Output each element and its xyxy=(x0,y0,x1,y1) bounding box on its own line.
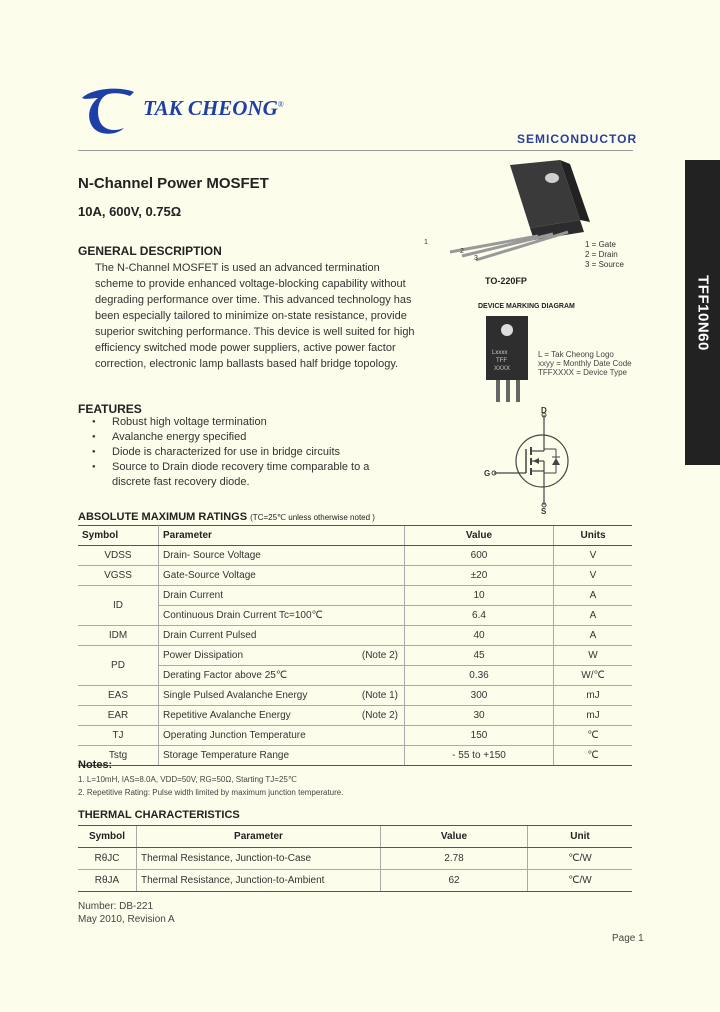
symbol-cell: TJ xyxy=(78,726,159,746)
feature-item: ● Diode is characterized for use in bridge circuits xyxy=(92,445,387,460)
table-header-row: Symbol Parameter Value Units xyxy=(78,526,632,546)
unit-cell: W/℃ xyxy=(554,666,633,686)
value-cell: 45 xyxy=(405,646,554,666)
symbol-cell: PD xyxy=(78,646,159,686)
note-ref: (Note 2) xyxy=(361,710,398,721)
page-title: N-Channel Power MOSFET xyxy=(78,175,269,192)
note-ref: (Note 2) xyxy=(361,650,398,661)
pin-number-label: 1 xyxy=(424,239,428,246)
symbol-cell: VDSS xyxy=(78,546,159,566)
value-cell: 6.4 xyxy=(405,606,554,626)
table-header-row: Symbol Parameter Value Unit xyxy=(78,826,632,848)
value-cell: - 55 to +150 xyxy=(405,746,554,766)
value-cell: 40 xyxy=(405,626,554,646)
value-cell: 10 xyxy=(405,586,554,606)
symbol-cell: ID xyxy=(78,586,159,626)
parameter-cell: Power Dissipation (Note 2) xyxy=(159,646,405,666)
gate-label: G xyxy=(484,469,491,478)
parameter-cell: Drain- Source Voltage xyxy=(159,546,405,566)
symbol-cell: Tstg xyxy=(78,746,159,766)
features-list xyxy=(92,415,387,490)
drain-label: D xyxy=(541,406,547,415)
thermal-title: THERMAL CHARACTERISTICS xyxy=(78,809,240,821)
pin-number-label: 3 xyxy=(474,255,478,262)
header-divider xyxy=(78,150,633,151)
table-row xyxy=(78,686,632,706)
table-row xyxy=(78,626,632,646)
value-cell: 30 xyxy=(405,706,554,726)
marking-line: Lxxxx xyxy=(492,350,508,356)
symbol-cell: EAR xyxy=(78,706,159,726)
parameter-cell: Drain Current Pulsed xyxy=(159,626,405,646)
page-subtitle: 10A, 600V, 0.75Ω xyxy=(78,204,182,219)
package-name: TO-220FP xyxy=(485,276,527,286)
abs-max-table xyxy=(78,525,632,766)
value-cell: 2.78 xyxy=(381,848,528,870)
unit-cell: W xyxy=(554,646,633,666)
to220fp-package-icon xyxy=(420,160,675,270)
table-row xyxy=(78,870,632,892)
marking-diagram-icon xyxy=(478,312,538,404)
parameter-cell: Repetitive Avalanche Energy (Note 2) xyxy=(159,706,405,726)
unit-cell: ℃/W xyxy=(528,870,633,892)
symbol-cell: RθJA xyxy=(78,870,137,892)
brand-name: TAK CHEONG® xyxy=(143,96,284,120)
table-row xyxy=(78,586,632,606)
tak-cheong-logo-icon xyxy=(80,86,136,136)
symbol-cell: IDM xyxy=(78,626,159,646)
note-item: 1. L=10mH, IAS=8.0A, VDD=50V, RG=50Ω, Starting TJ=25℃ xyxy=(78,775,297,784)
unit-cell: A xyxy=(554,586,633,606)
value-cell: 150 xyxy=(405,726,554,746)
unit-cell: A xyxy=(554,606,633,626)
value-cell: 0.36 xyxy=(405,666,554,686)
value-cell: 300 xyxy=(405,686,554,706)
marking-line: XXXX xyxy=(494,366,511,372)
table-row xyxy=(78,726,632,746)
table-row xyxy=(78,606,632,626)
general-description-heading: GENERAL DESCRIPTION xyxy=(78,244,222,258)
document-number: Number: DB-221 xyxy=(78,901,154,912)
unit-cell: ℃ xyxy=(554,746,633,766)
mosfet-symbol-icon xyxy=(480,405,580,515)
source-label: S xyxy=(541,507,547,515)
pin-number-label: 2 xyxy=(460,248,464,255)
table-row xyxy=(78,706,632,726)
general-description-text: The N-Channel MOSFET is used an advanced termination scheme to provide enhanced voltage-blocking capability without degrading performance over time. This advanced technology has been especially tailored to minimize on-state resistance, provide superior switching performance. This device is well suited for high efficiency switched mode power suppliers, active power factor correction, electronic lamp ballasts based half bridge topology. xyxy=(95,262,415,370)
note-item: 2. Repetitive Rating: Pulse width limited by maximum junction temperature. xyxy=(78,788,344,797)
unit-cell: mJ xyxy=(554,706,633,726)
thermal-table xyxy=(78,825,632,892)
value-cell: ±20 xyxy=(405,566,554,586)
parameter-cell: Storage Temperature Range xyxy=(159,746,405,766)
table-row xyxy=(78,566,632,586)
table-row xyxy=(78,746,632,766)
features-heading: FEATURES xyxy=(78,402,142,416)
feature-item: ● Avalanche energy specified xyxy=(92,430,387,445)
parameter-cell: Drain Current xyxy=(159,586,405,606)
abs-max-title: ABSOLUTE MAXIMUM RATINGS (TC=25℃ unless otherwise noted ) xyxy=(78,511,375,523)
unit-cell: A xyxy=(554,626,633,646)
marking-legend: L = Tak Cheong Logo xxyy = Monthly Date Code TFFXXXX = Device Type xyxy=(538,350,632,377)
parameter-cell: Operating Junction Temperature xyxy=(159,726,405,746)
table-row xyxy=(78,848,632,870)
table-row xyxy=(78,546,632,566)
parameter-cell: Continuous Drain Current Tc=100℃ xyxy=(159,606,405,626)
unit-cell: V xyxy=(554,566,633,586)
parameter-cell: Single Pulsed Avalanche Energy (Note 1) xyxy=(159,686,405,706)
parameter-cell: Derating Factor above 25℃ xyxy=(159,666,405,686)
table-row xyxy=(78,666,632,686)
unit-cell: mJ xyxy=(554,686,633,706)
feature-item: ● Source to Drain diode recovery time comparable to a discrete fast recovery diode. xyxy=(92,460,387,490)
unit-cell: ℃/W xyxy=(528,848,633,870)
marking-line: TFF xyxy=(496,358,507,364)
notes-text xyxy=(78,773,343,799)
parameter-cell: Gate-Source Voltage xyxy=(159,566,405,586)
page-number: Page 1 xyxy=(612,933,644,944)
table-row xyxy=(78,646,632,666)
revision-date: May 2010, Revision A xyxy=(78,914,175,925)
param-cell: Thermal Resistance, Junction-to-Ambient xyxy=(137,870,381,892)
feature-item: ● Robust high voltage termination xyxy=(92,415,387,430)
footer-info xyxy=(78,900,175,926)
division-label: SEMICONDUCTOR xyxy=(517,132,638,146)
value-cell: 62 xyxy=(381,870,528,892)
symbol-cell: EAS xyxy=(78,686,159,706)
notes-heading: Notes: xyxy=(78,759,113,771)
pin-legend: 1 = Gate 2 = Drain 3 = Source xyxy=(585,240,624,269)
value-cell: 600 xyxy=(405,546,554,566)
symbol-cell: VGSS xyxy=(78,566,159,586)
symbol-cell: RθJC xyxy=(78,848,137,870)
part-number-tab: TFF10N60 xyxy=(685,160,720,465)
param-cell: Thermal Resistance, Junction-to-Case xyxy=(137,848,381,870)
marking-diagram-title: DEVICE MARKING DIAGRAM xyxy=(478,303,575,310)
unit-cell: ℃ xyxy=(554,726,633,746)
unit-cell: V xyxy=(554,546,633,566)
note-ref: (Note 1) xyxy=(361,690,398,701)
